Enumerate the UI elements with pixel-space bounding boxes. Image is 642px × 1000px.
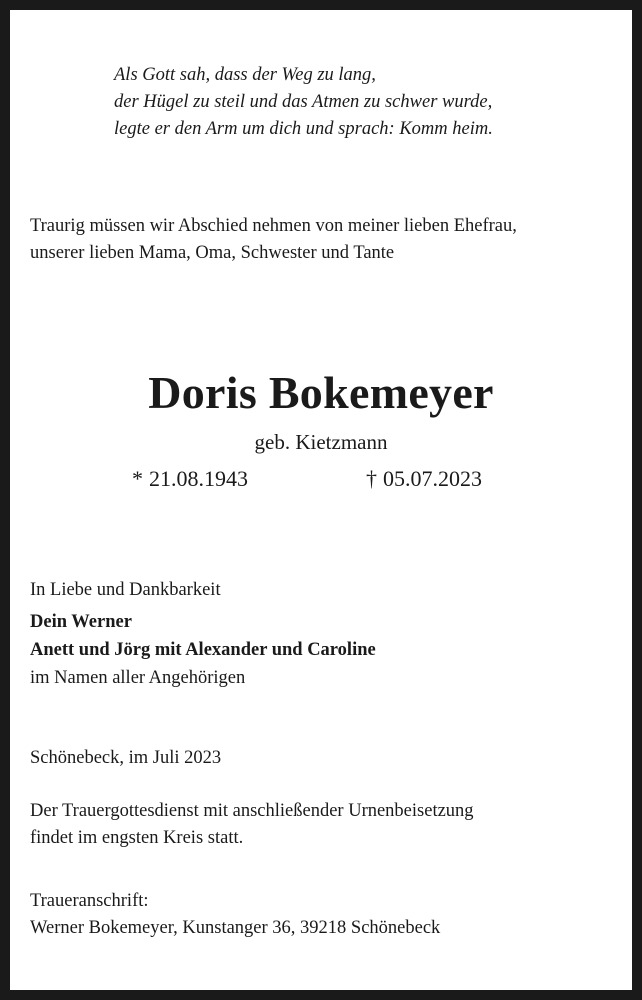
mourning-address [30,888,440,942]
mourner-name: Dein Werner [30,612,132,632]
signoff [30,576,376,692]
place-date: Schönebeck, im Juli 2023 [30,748,222,768]
address-value: Werner Bokemeyer, Kunstanger 36, 39218 Schönebeck [30,918,441,938]
address-label: Traueranschrift: [30,891,149,911]
service-info [30,798,474,852]
poem [114,62,493,143]
intro-line: unserer lieben Mama, Oma, Schwester und Tante [30,243,395,263]
birth-date [132,463,248,495]
service-line: Der Trauergottesdienst mit anschließender Urnenbeisetzung [30,801,474,821]
poem-line: der Hügel zu steil und das Atmen zu schwer wurde, [114,92,493,112]
death-date-value: 05.07.2023 [383,466,482,491]
intro-line: Traurig müssen wir Abschied nehmen von meiner lieben Ehefrau, [30,216,517,236]
deceased-name: Doris Bokemeyer [148,367,494,418]
intro-text [30,213,517,267]
birth-symbol: * [132,466,143,491]
service-line: findet im engsten Kreis statt. [30,828,244,848]
birth-date-value: 21.08.1943 [149,466,248,491]
poem-line: legte er den Arm um dich und sprach: Komm heim. [114,119,493,139]
mourner-name: Anett und Jörg mit Alexander und Caroline [30,640,376,660]
cross-symbol: † [366,466,377,491]
maiden-name: geb. Kietzmann [254,430,388,454]
death-date [366,463,482,495]
signoff-greeting: In Liebe und Dankbarkeit [30,580,221,600]
poem-line: Als Gott sah, dass der Weg zu lang, [114,65,376,85]
signoff-closing: im Namen aller Angehörigen [30,668,246,688]
